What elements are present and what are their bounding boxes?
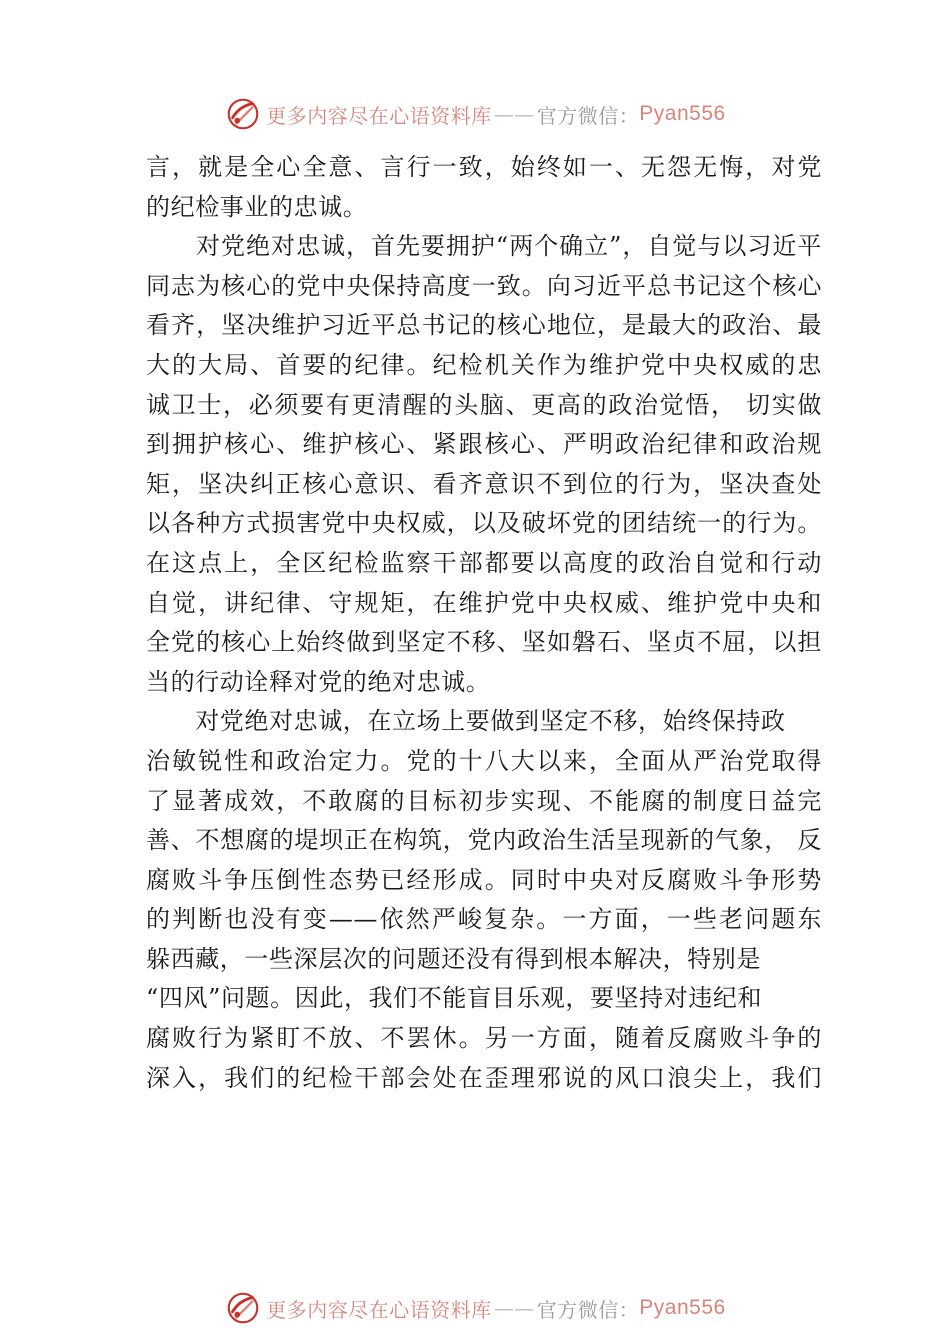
text-line: 的纪检事业的忠诚。 bbox=[146, 192, 368, 221]
header-banner bbox=[0, 92, 950, 136]
banner-separator: —— bbox=[493, 1296, 535, 1320]
text-line: 以各种方式损害党中央权威，以及破坏党的团结统一的行为。 bbox=[146, 509, 822, 538]
text-line: 治敏锐性和政治定力。党的十八大以来，全面从严治党取得 bbox=[146, 746, 822, 775]
text-line: 对党绝对忠诚，在立场上要做到坚定不移，始终保持政 bbox=[146, 707, 786, 736]
footer-banner bbox=[0, 1286, 950, 1330]
text-line: 言，就是全心全意、言行一致，始终如一、无怨无悔，对党 bbox=[146, 153, 822, 181]
text-line: 矩，坚决纠正核心意识、看齐意识不到位的行为，坚决查处 bbox=[146, 469, 822, 498]
brush-logo-icon bbox=[224, 95, 262, 133]
text-line: 当的行动诠释对党的绝对忠诚。 bbox=[146, 667, 491, 696]
brush-logo-icon bbox=[224, 1289, 262, 1327]
banner-wechat-label: 官方微信： bbox=[536, 1297, 640, 1322]
document-body bbox=[146, 148, 822, 1098]
text-line: 的判断也没有变——依然严峻复杂。一方面，一些老问题东 bbox=[146, 905, 822, 934]
text-line: 了显著成效，不敢腐的目标初步实现、不能腐的制度日益完 bbox=[146, 786, 822, 815]
text-line: “四风”问题。因此，我们不能盲目乐观，要坚持对违纪和 bbox=[146, 984, 763, 1013]
text-line: 在这点上，全区纪检监察干部都要以高度的政治自觉和行动 bbox=[146, 548, 822, 577]
text-line: 到拥护核心、维护核心、紧跟核心、严明政治纪律和政治规 bbox=[146, 430, 822, 459]
banner-title: 更多内容尽在心语资料库 bbox=[266, 1297, 492, 1322]
text-line: 深入，我们的纪检干部会处在歪理邪说的风口浪尖上，我们 bbox=[146, 1063, 822, 1092]
text-line: 大的大局、首要的纪律。纪检机关作为维护党中央权威的忠 bbox=[146, 350, 822, 379]
text-line: 善、不想腐的堤坝正在构筑，党内政治生活呈现新的气象， 反 bbox=[146, 826, 822, 855]
text-line: 同志为核心的党中央保持高度一致。向习近平总书记这个核心 bbox=[146, 271, 822, 300]
banner-wechat-label: 官方微信： bbox=[536, 103, 640, 128]
text-line: 全党的核心上始终做到坚定不移、坚如磐石、坚贞不屈，以担 bbox=[146, 628, 822, 657]
text-line: 自觉，讲纪律、守规矩，在维护党中央权威、维护党中央和 bbox=[146, 588, 822, 617]
text-line: 看齐，坚决维护习近平总书记的核心地位，是最大的政治、最 bbox=[146, 311, 822, 340]
banner-wechat-id: Pyan556 bbox=[639, 102, 726, 125]
banner-separator: —— bbox=[493, 102, 535, 126]
banner-wechat-id: Pyan556 bbox=[639, 1296, 726, 1319]
text-line: 腐败行为紧盯不放、不罢休。另一方面，随着反腐败斗争的 bbox=[146, 1024, 822, 1053]
text-line: 对党绝对忠诚，首先要拥护“两个确立”，自觉与以习近平 bbox=[146, 232, 822, 261]
text-line: 腐败斗争压倒性态势已经形成。同时中央对反腐败斗争形势 bbox=[146, 865, 822, 894]
text-line: 诚卫士，必须要有更清醒的头脑、更高的政治觉悟， 切实做 bbox=[146, 390, 822, 419]
banner-title: 更多内容尽在心语资料库 bbox=[266, 103, 492, 128]
text-line: 躲西藏，一些深层次的问题还没有得到根本解决，特别是 bbox=[146, 944, 761, 973]
